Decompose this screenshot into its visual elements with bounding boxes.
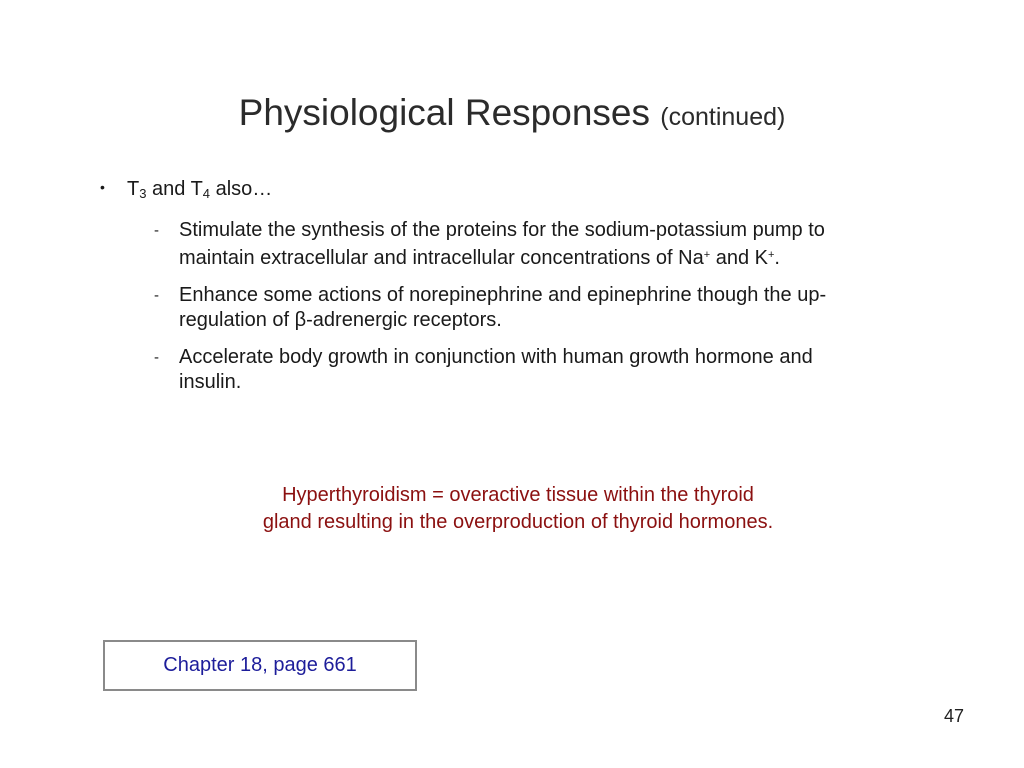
note-line-1: Hyperthyroidism = overactive tissue within the thyroid (282, 484, 754, 506)
sub-item (154, 218, 854, 271)
sodium-charge-superscript: + (703, 249, 711, 261)
hyperthyroidism-note (100, 482, 936, 536)
sub-item-text: Stimulate the synthesis of the proteins for the sodium-potassium pump to maintain extracellular and intracellular concentrations of Na (179, 219, 825, 269)
bullet-tail-text: also… (210, 178, 273, 200)
potassium-charge-superscript: + (767, 249, 775, 261)
dash-marker-icon: - (154, 349, 159, 366)
bullet-dot-icon: • (100, 179, 105, 195)
bullet-t3-subscript: 3 (139, 186, 147, 201)
sub-item-text-end: . (774, 247, 780, 269)
dash-marker-icon: - (154, 287, 159, 304)
bullet-and-text: and T (146, 178, 203, 200)
page-number: 47 (943, 706, 964, 726)
sub-item-text: Accelerate body growth in conjunction with human growth hormone and insulin. (179, 346, 813, 393)
dash-marker-icon: - (154, 222, 159, 239)
sub-item (154, 345, 854, 395)
sub-item-text-and: and K (710, 247, 768, 269)
sub-item-list (154, 218, 854, 407)
note-line-2: gland resulting in the overproduction of thyroid hormones. (262, 511, 774, 533)
sub-item-text: Enhance some actions of norepinephrine and epinephrine though the up-regulation of β-adrenergic receptors. (179, 284, 827, 331)
slide-title (0, 92, 1024, 134)
chapter-reference-text: Chapter 18, page 661 (163, 654, 357, 676)
bullet-t4-subscript: 4 (202, 186, 211, 201)
sub-item (154, 283, 854, 333)
title-subtitle: (continued) (660, 103, 786, 131)
title-main: Physiological Responses (238, 92, 650, 133)
bullet-item (100, 178, 272, 201)
bullet-t3-letter: T (127, 178, 140, 200)
chapter-reference-box (103, 640, 417, 691)
